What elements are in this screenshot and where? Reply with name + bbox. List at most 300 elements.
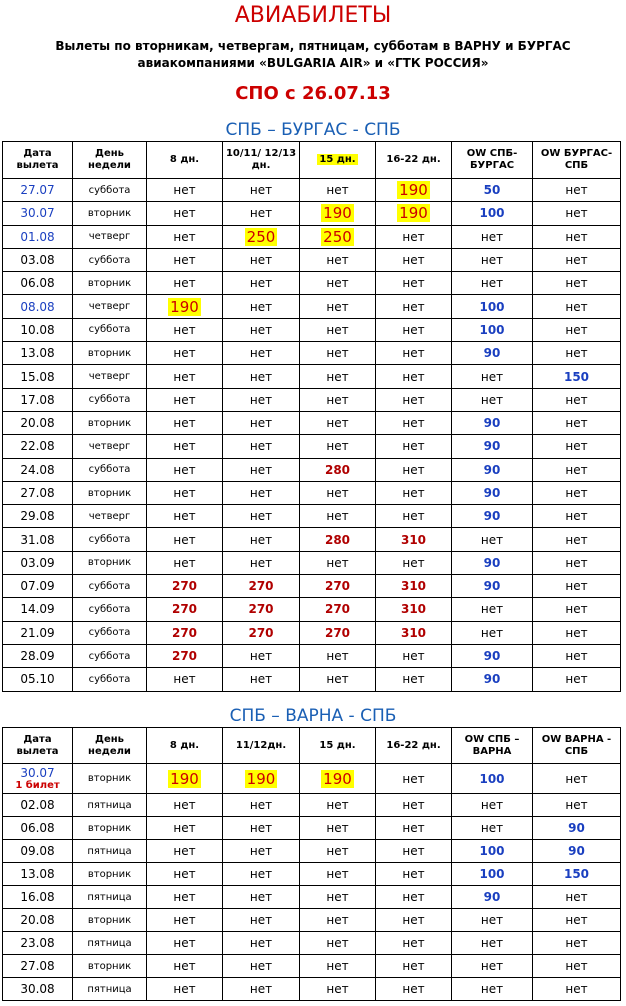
day-of-week: суббота: [73, 458, 147, 481]
price-cell: нет: [300, 411, 376, 434]
price-cell: нет: [533, 272, 621, 295]
price-cell: [147, 295, 223, 318]
departure-date: 24.08: [3, 458, 73, 481]
day-of-week: вторник: [73, 411, 147, 434]
table-row: [3, 435, 621, 458]
price-cell: нет: [300, 794, 376, 817]
price-cell: 270: [147, 644, 223, 667]
price-cell: нет: [300, 272, 376, 295]
price-cell: [147, 764, 223, 794]
price-cell: нет: [300, 481, 376, 504]
price-cell: нет: [376, 225, 452, 248]
price-cell: нет: [300, 668, 376, 691]
column-header: OW БУРГАС-СПБ: [533, 142, 621, 179]
price-cell: нет: [223, 458, 300, 481]
price-cell: нет: [533, 551, 621, 574]
price-cell: нет: [533, 179, 621, 202]
price-cell: нет: [533, 248, 621, 271]
price-cell: 90: [452, 342, 533, 365]
price-cell: нет: [376, 411, 452, 434]
price-cell: 310: [376, 621, 452, 644]
page-title: АВИАБИЛЕТЫ: [234, 3, 392, 28]
price-cell: 90: [533, 817, 621, 840]
departure-date: 02.08: [3, 794, 73, 817]
price-cell: нет: [223, 528, 300, 551]
highlighted-price: 190: [170, 297, 199, 316]
price-cell: нет: [376, 551, 452, 574]
departure-date: 29.08: [3, 505, 73, 528]
burgas-section-title: СПБ – БУРГАС - СПБ: [225, 120, 401, 140]
price-cell: нет: [147, 411, 223, 434]
price-cell: нет: [223, 551, 300, 574]
price-cell: 90: [452, 551, 533, 574]
price-cell: 270: [223, 621, 300, 644]
price-cell: нет: [376, 863, 452, 886]
price-cell: нет: [533, 932, 621, 955]
header-row: [3, 142, 621, 179]
table-row: [3, 318, 621, 341]
departure-date: 27.07: [3, 179, 73, 202]
price-cell: нет: [376, 764, 452, 794]
price-cell: нет: [452, 528, 533, 551]
price-cell: нет: [223, 668, 300, 691]
price-cell: 280: [300, 458, 376, 481]
price-cell: 270: [300, 575, 376, 598]
highlighted-price: 250: [323, 227, 352, 246]
column-header: День недели: [73, 728, 147, 764]
price-cell: 90: [452, 481, 533, 504]
price-cell: 100: [452, 863, 533, 886]
price-cell: нет: [223, 318, 300, 341]
ticket-note: 1 билет: [15, 780, 60, 791]
price-cell: 280: [300, 528, 376, 551]
price-cell: нет: [533, 528, 621, 551]
price-cell: нет: [376, 365, 452, 388]
price-cell: нет: [452, 225, 533, 248]
price-cell: 90: [452, 458, 533, 481]
departure-date: 22.08: [3, 435, 73, 458]
table-row: [3, 764, 621, 794]
column-header: 16-22 дн.: [376, 728, 452, 764]
day-of-week: пятница: [73, 840, 147, 863]
burgas-table: [2, 141, 621, 692]
price-cell: нет: [223, 886, 300, 909]
price-cell: нет: [533, 978, 621, 1001]
price-cell: [300, 764, 376, 794]
price-cell: нет: [452, 621, 533, 644]
price-cell: нет: [147, 932, 223, 955]
price-cell: нет: [533, 411, 621, 434]
price-cell: нет: [223, 955, 300, 978]
highlighted-price: 190: [323, 204, 352, 223]
table-row: [3, 909, 621, 932]
table-row: [3, 817, 621, 840]
price-cell: нет: [533, 764, 621, 794]
departure-date: 13.08: [3, 342, 73, 365]
price-cell: нет: [300, 886, 376, 909]
table-row: [3, 978, 621, 1001]
highlighted-price: 190: [246, 769, 276, 788]
departure-date: 30.08: [3, 978, 73, 1001]
price-cell: нет: [376, 932, 452, 955]
departure-date: 20.08: [3, 411, 73, 434]
table-row: [3, 551, 621, 574]
day-of-week: четверг: [73, 505, 147, 528]
price-cell: 270: [223, 598, 300, 621]
price-cell: 100: [452, 840, 533, 863]
column-header: OW СПБ – ВАРНА: [452, 728, 533, 764]
price-cell: нет: [533, 295, 621, 318]
price-cell: нет: [223, 909, 300, 932]
price-cell: нет: [223, 179, 300, 202]
day-of-week: вторник: [73, 202, 147, 225]
price-cell: нет: [533, 955, 621, 978]
day-of-week: вторник: [73, 342, 147, 365]
price-cell: нет: [452, 598, 533, 621]
column-header: 15 дн.: [300, 728, 376, 764]
price-cell: нет: [147, 202, 223, 225]
price-cell: нет: [147, 840, 223, 863]
price-cell: нет: [376, 978, 452, 1001]
price-cell: 100: [452, 202, 533, 225]
column-header: День недели: [73, 142, 147, 179]
table-row: [3, 955, 621, 978]
departure-date: 14.09: [3, 598, 73, 621]
table-row: [3, 295, 621, 318]
departure-date: 15.08: [3, 365, 73, 388]
table-row: [3, 621, 621, 644]
price-cell: нет: [147, 225, 223, 248]
table-row: [3, 388, 621, 411]
departure-date: [3, 764, 73, 794]
departure-date: 10.08: [3, 318, 73, 341]
price-cell: нет: [147, 909, 223, 932]
price-cell: нет: [147, 668, 223, 691]
price-cell: 150: [533, 365, 621, 388]
varna-section-title: СПБ – ВАРНА - СПБ: [229, 706, 397, 726]
price-cell: нет: [533, 342, 621, 365]
departure-date: 16.08: [3, 886, 73, 909]
price-cell: нет: [223, 388, 300, 411]
price-cell: 50: [452, 179, 533, 202]
price-cell: нет: [533, 621, 621, 644]
price-cell: нет: [223, 248, 300, 271]
price-cell: нет: [223, 644, 300, 667]
departure-date: 07.09: [3, 575, 73, 598]
price-cell: нет: [147, 388, 223, 411]
column-header: 8 дн.: [147, 142, 223, 179]
price-cell: нет: [300, 817, 376, 840]
table-row: [3, 886, 621, 909]
table-row: [3, 598, 621, 621]
price-cell: нет: [376, 909, 452, 932]
price-cell: нет: [147, 794, 223, 817]
price-cell: нет: [300, 388, 376, 411]
price-cell: [376, 202, 452, 225]
price-cell: нет: [300, 955, 376, 978]
price-cell: 270: [147, 598, 223, 621]
price-cell: нет: [533, 505, 621, 528]
price-cell: нет: [452, 248, 533, 271]
table-row: [3, 505, 621, 528]
price-cell: нет: [533, 225, 621, 248]
price-cell: нет: [533, 388, 621, 411]
price-cell: нет: [300, 505, 376, 528]
highlighted-price: 190: [170, 769, 199, 788]
price-cell: 100: [452, 318, 533, 341]
departure-date: 01.08: [3, 225, 73, 248]
price-cell: нет: [300, 365, 376, 388]
price-cell: нет: [147, 342, 223, 365]
price-cell: нет: [147, 551, 223, 574]
day-of-week: вторник: [73, 817, 147, 840]
price-cell: нет: [223, 435, 300, 458]
price-cell: 270: [147, 575, 223, 598]
price-cell: нет: [376, 435, 452, 458]
price-cell: нет: [533, 909, 621, 932]
highlighted-price: 190: [323, 769, 352, 788]
price-cell: 100: [452, 295, 533, 318]
price-cell: нет: [452, 817, 533, 840]
price-cell: 90: [452, 435, 533, 458]
day-of-week: суббота: [73, 621, 147, 644]
departure-date: 20.08: [3, 909, 73, 932]
price-cell: нет: [223, 794, 300, 817]
price-cell: нет: [533, 481, 621, 504]
day-of-week: четверг: [73, 365, 147, 388]
price-cell: нет: [533, 435, 621, 458]
price-cell: нет: [533, 598, 621, 621]
table-row: [3, 225, 621, 248]
price-cell: [300, 225, 376, 248]
day-of-week: суббота: [73, 598, 147, 621]
price-cell: нет: [223, 202, 300, 225]
column-header: 16-22 дн.: [376, 142, 452, 179]
price-cell: нет: [223, 932, 300, 955]
price-cell: нет: [300, 840, 376, 863]
price-cell: нет: [300, 909, 376, 932]
price-cell: нет: [376, 272, 452, 295]
price-cell: нет: [533, 458, 621, 481]
day-of-week: вторник: [73, 481, 147, 504]
price-cell: нет: [376, 342, 452, 365]
price-cell: нет: [147, 365, 223, 388]
price-cell: нет: [223, 481, 300, 504]
departure-date: 21.09: [3, 621, 73, 644]
highlighted-price: 250: [246, 227, 276, 246]
price-cell: нет: [533, 202, 621, 225]
price-cell: нет: [223, 272, 300, 295]
date-value: 30.07: [20, 766, 55, 780]
price-cell: нет: [300, 978, 376, 1001]
price-cell: нет: [147, 978, 223, 1001]
subtitle-line-2: авиакомпаниями «BULGARIA AIR» и «ГТК РОССИЯ»: [137, 56, 489, 70]
day-of-week: суббота: [73, 528, 147, 551]
table-row: [3, 202, 621, 225]
table-row: [3, 179, 621, 202]
day-of-week: вторник: [73, 551, 147, 574]
day-of-week: вторник: [73, 863, 147, 886]
price-cell: [223, 764, 300, 794]
price-cell: нет: [376, 318, 452, 341]
subtitle-line-1: Вылеты по вторникам, четвергам, пятницам, субботам в ВАРНУ и БУРГАС: [55, 39, 571, 53]
departure-date: 03.09: [3, 551, 73, 574]
day-of-week: вторник: [73, 955, 147, 978]
price-cell: [376, 179, 452, 202]
table-row: [3, 794, 621, 817]
price-cell: нет: [147, 248, 223, 271]
table-row: [3, 272, 621, 295]
departure-date: 23.08: [3, 932, 73, 955]
price-cell: 270: [300, 621, 376, 644]
column-header: [300, 142, 376, 179]
price-cell: нет: [452, 978, 533, 1001]
price-cell: [300, 202, 376, 225]
price-cell: нет: [223, 840, 300, 863]
price-cell: нет: [376, 458, 452, 481]
price-cell: нет: [223, 978, 300, 1001]
price-cell: нет: [376, 817, 452, 840]
table-row: [3, 575, 621, 598]
price-cell: нет: [300, 863, 376, 886]
day-of-week: суббота: [73, 575, 147, 598]
price-cell: [223, 225, 300, 248]
price-cell: нет: [223, 295, 300, 318]
price-cell: нет: [376, 668, 452, 691]
departure-date: 30.07: [3, 202, 73, 225]
day-of-week: пятница: [73, 932, 147, 955]
price-cell: 90: [452, 668, 533, 691]
day-of-week: суббота: [73, 668, 147, 691]
price-cell: нет: [300, 435, 376, 458]
table-row: [3, 411, 621, 434]
price-cell: нет: [376, 644, 452, 667]
price-cell: 270: [147, 621, 223, 644]
price-cell: нет: [223, 863, 300, 886]
header-row: [3, 728, 621, 764]
price-cell: нет: [223, 505, 300, 528]
departure-date: 13.08: [3, 863, 73, 886]
price-cell: нет: [300, 318, 376, 341]
departure-date: 08.08: [3, 295, 73, 318]
table-row: [3, 863, 621, 886]
price-cell: нет: [147, 528, 223, 551]
departure-date: 27.08: [3, 955, 73, 978]
price-cell: 310: [376, 598, 452, 621]
price-cell: нет: [452, 955, 533, 978]
price-cell: нет: [376, 840, 452, 863]
day-of-week: суббота: [73, 318, 147, 341]
highlighted-price: 190: [399, 181, 428, 200]
day-of-week: вторник: [73, 909, 147, 932]
day-of-week: пятница: [73, 886, 147, 909]
departure-date: 27.08: [3, 481, 73, 504]
day-of-week: вторник: [73, 764, 147, 794]
column-header-label: 15 дн.: [319, 154, 356, 165]
departure-date: 28.09: [3, 644, 73, 667]
price-cell: нет: [147, 481, 223, 504]
table-row: [3, 840, 621, 863]
price-cell: 90: [452, 575, 533, 598]
price-cell: нет: [147, 863, 223, 886]
day-of-week: суббота: [73, 644, 147, 667]
price-cell: нет: [147, 817, 223, 840]
column-header: 8 дн.: [147, 728, 223, 764]
departure-date: 09.08: [3, 840, 73, 863]
price-cell: нет: [300, 342, 376, 365]
column-header: Дата вылета: [3, 142, 73, 179]
day-of-week: четверг: [73, 435, 147, 458]
price-cell: нет: [147, 955, 223, 978]
price-cell: нет: [223, 411, 300, 434]
price-cell: нет: [533, 668, 621, 691]
price-cell: нет: [533, 318, 621, 341]
column-header: OW ВАРНА - СПБ: [533, 728, 621, 764]
departure-date: 03.08: [3, 248, 73, 271]
day-of-week: пятница: [73, 978, 147, 1001]
price-cell: нет: [300, 179, 376, 202]
price-cell: нет: [376, 955, 452, 978]
price-cell: нет: [300, 248, 376, 271]
price-cell: нет: [376, 388, 452, 411]
day-of-week: пятница: [73, 794, 147, 817]
departure-date: 31.08: [3, 528, 73, 551]
day-of-week: вторник: [73, 272, 147, 295]
table-row: [3, 458, 621, 481]
price-cell: нет: [452, 365, 533, 388]
day-of-week: суббота: [73, 388, 147, 411]
price-cell: нет: [223, 365, 300, 388]
price-cell: 90: [533, 840, 621, 863]
price-cell: нет: [147, 435, 223, 458]
table-row: [3, 342, 621, 365]
price-cell: нет: [376, 886, 452, 909]
table-row: [3, 528, 621, 551]
day-of-week: суббота: [73, 248, 147, 271]
spo-date: СПО с 26.07.13: [235, 83, 391, 104]
price-cell: 90: [452, 411, 533, 434]
price-cell: нет: [147, 272, 223, 295]
price-cell: нет: [533, 644, 621, 667]
price-cell: 310: [376, 575, 452, 598]
departure-date: 05.10: [3, 668, 73, 691]
table-row: [3, 365, 621, 388]
price-cell: нет: [452, 932, 533, 955]
price-cell: нет: [376, 248, 452, 271]
price-cell: нет: [452, 388, 533, 411]
column-header: Дата вылета: [3, 728, 73, 764]
subtitle: [0, 38, 626, 72]
day-of-week: четверг: [73, 295, 147, 318]
price-cell: 270: [300, 598, 376, 621]
price-cell: нет: [376, 295, 452, 318]
day-of-week: четверг: [73, 225, 147, 248]
price-cell: 90: [452, 505, 533, 528]
day-of-week: суббота: [73, 179, 147, 202]
departure-date: 06.08: [3, 817, 73, 840]
column-header: 10/11/ 12/13 дн.: [223, 142, 300, 179]
price-cell: 270: [223, 575, 300, 598]
table-row: [3, 248, 621, 271]
price-cell: нет: [376, 794, 452, 817]
price-cell: 90: [452, 644, 533, 667]
price-cell: нет: [223, 342, 300, 365]
price-cell: нет: [376, 481, 452, 504]
price-cell: нет: [452, 909, 533, 932]
highlighted-price: 190: [399, 204, 428, 223]
price-cell: нет: [533, 886, 621, 909]
price-cell: нет: [147, 505, 223, 528]
